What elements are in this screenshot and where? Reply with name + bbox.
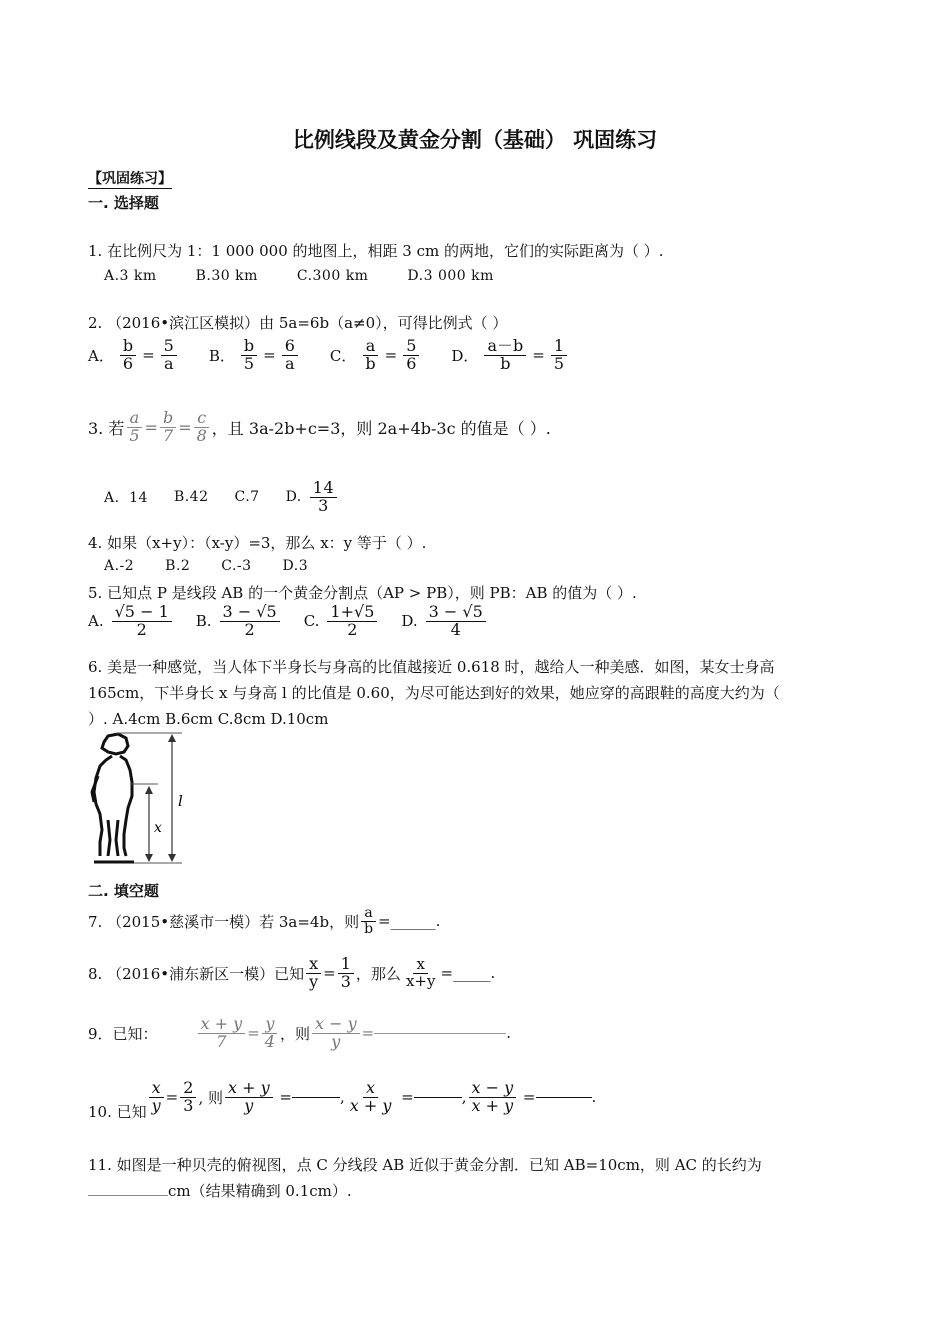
fraction-numerator: x + y <box>198 1016 246 1034</box>
q4-option-d: D.3 <box>282 558 309 574</box>
q1-option-a: A.3 km <box>104 268 157 284</box>
fraction-denominator: 4 <box>450 619 461 639</box>
fraction-numerator: x <box>306 956 321 974</box>
q11-text: cm（结果精确到 0.1cm）. <box>168 1182 352 1200</box>
q11-answer-blank <box>88 1195 168 1196</box>
q10-prefix: 10. 已知 <box>88 1102 147 1121</box>
fraction-numerator: b <box>160 410 176 428</box>
q3-option-b: B.42 <box>173 489 209 506</box>
question-4: 4. 如果（x+y）：（x-y）=3，那么 x：y 等于（ ）. <box>88 534 427 552</box>
q3-prefix: 3. 若 <box>88 418 125 438</box>
fraction-denominator: 3 <box>318 495 329 515</box>
question-2: 2. （2016•滨江区模拟）由 5a=6b（a≠0），可得比例式（ ） <box>88 314 508 332</box>
fraction-denominator: y <box>331 1031 341 1051</box>
q3-option-c: C.7 <box>234 489 260 506</box>
question-9: 9．已知： $\frac{x + y}{7}$ = $\frac{y}{4}$ ，则 $\frac{x - y}{y}$ = . <box>88 1014 511 1051</box>
q2-option-a-label: A． <box>88 346 114 365</box>
q5-option-a-label: A. <box>88 612 104 631</box>
fraction-numerator: √5 − 1 <box>112 604 172 622</box>
q9-end: . <box>506 1024 511 1043</box>
q2-option-b-label: B． <box>208 346 235 365</box>
q9-answer-blank <box>374 1033 506 1034</box>
fraction-denominator: 4 <box>264 1031 275 1051</box>
fraction-denominator: y <box>244 1095 254 1115</box>
q9-mid: ，则 <box>279 1024 310 1043</box>
q3-option-a: A．14 <box>104 490 148 507</box>
q3-option-d: D. <box>285 489 302 506</box>
fraction-denominator: y <box>151 1095 161 1115</box>
q1-option-b: B.30 km <box>195 268 258 284</box>
q8-answer-blank: =_____. <box>440 964 496 983</box>
q2-option-c-label: C． <box>329 346 357 365</box>
fraction-denominator: 7 <box>162 425 174 445</box>
fraction-denominator: 8 <box>196 425 207 445</box>
fraction-denominator: x+y <box>405 971 436 990</box>
question-1-options <box>104 268 528 284</box>
q7-answer-blank: =______. <box>378 912 441 931</box>
question-11-line-1: 11. 如图是一种贝壳的俯视图，点 C 分线段 AB 近似于黄金分割．已知 AB=10cm，则 AC 的长约为 <box>88 1156 762 1174</box>
fraction-denominator: b <box>364 920 374 937</box>
fraction-numerator: 5 <box>161 338 177 356</box>
q8-mid: ，那么 <box>355 964 401 983</box>
fraction-denominator: x + y <box>349 1095 392 1115</box>
fraction-denominator: 5 <box>553 353 564 373</box>
q4-option-b: B.2 <box>165 558 191 574</box>
fraction-numerator: x <box>149 1080 164 1098</box>
fraction-numerator: 5 <box>403 338 419 356</box>
question-6-line-1: 6. 美是一种感觉，当人体下半身长与身高的比值越接近 0.618 时，越给人一种美感．如图，某女士身高 <box>88 658 775 676</box>
fraction-numerator: c <box>194 410 209 428</box>
section-choice-heading: 一. 选择题 <box>88 194 159 212</box>
fraction-numerator: x − y <box>312 1016 360 1034</box>
q5-option-d-label: D. <box>401 612 418 631</box>
fraction-numerator: y <box>262 1016 277 1034</box>
q5-option-b-label: B. <box>195 612 212 631</box>
question-11-line-2 <box>88 1180 352 1201</box>
fraction-numerator: 6 <box>282 338 298 356</box>
fraction-denominator: b <box>500 353 511 373</box>
fraction-denominator: y <box>309 971 319 991</box>
fraction-numerator: 1+√5 <box>327 604 377 622</box>
fraction-numerator: 14 <box>310 480 337 498</box>
q4-option-a: A.-2 <box>104 558 135 574</box>
fraction-numerator: a <box>361 906 375 922</box>
fraction-numerator: 1 <box>338 956 354 974</box>
fraction-denominator: 2 <box>136 619 147 639</box>
fraction-denominator: 7 <box>216 1031 227 1051</box>
q9-prefix: 9．已知： <box>88 1024 158 1043</box>
fraction-denominator: a <box>163 353 174 373</box>
q10-end: . <box>591 1088 597 1107</box>
question-6-line-2: 165cm，下半身长 x 与身高 l 的比值是 0.60，为尽可能达到好的效果，她应穿的高跟鞋的高度大约为（ <box>88 684 780 702</box>
fraction-denominator: x + y <box>471 1095 514 1115</box>
question-5: 5. 已知点 P 是线段 AB 的一个黄金分割点（AP > PB），则 PB：AB 的值为（ ）. <box>88 584 637 602</box>
fraction-numerator: a <box>127 410 143 428</box>
q2-option-d-label: D． <box>451 346 479 365</box>
figure-label-l: l <box>178 792 183 810</box>
question-1: 1. 在比例尺为 1：1 000 000 的地图上，相距 3 cm 的两地，它们的实际距离为（ ）. <box>88 242 664 260</box>
question-6-line-3: ）. A.4cm B.6cm C.8cm D.10cm <box>88 710 329 728</box>
fraction-denominator: 3 <box>340 971 351 991</box>
question-3-options <box>104 480 405 515</box>
q3-suffix: ，且 3a-2b+c=3，则 2a+4b-3c 的值是（ ）. <box>211 418 551 438</box>
fraction-numerator: b <box>120 338 136 356</box>
q1-option-d: D.3 000 km <box>407 268 494 284</box>
woman-height-figure <box>86 730 206 868</box>
question-2-options: A． $\frac{b}{6}$ = $\frac{5}{a}$ B． $\frac{b}{5}$ = $\frac{6}{a}$ C． $\frac{a}{b}$ = $\frac{5}{6}$ D． $\frac{a-b}{b}$ = $\frac{1}{5}$ <box>88 338 569 373</box>
fraction-numerator: 1 <box>551 338 567 356</box>
section-tag: 【巩固练习】 <box>88 168 172 189</box>
section-fill-heading: 二. 填空题 <box>88 882 159 900</box>
fraction-denominator: 2 <box>244 619 255 639</box>
fraction-numerator: x − y <box>469 1080 517 1098</box>
fraction-denominator: b <box>365 353 376 373</box>
fraction-numerator: 3 − √5 <box>426 604 486 622</box>
figure-label-x: x <box>154 820 162 836</box>
fraction-numerator: a <box>363 338 379 356</box>
question-8: 8. （2016•浦东新区一模）已知 $\frac{x}{y}$ = $\frac{1}{3}$ ，那么 $\frac{x}{x+y}$ =_____. <box>88 954 496 991</box>
question-10: 10. 已知 $\frac{x}{y}$ = $\frac{2}{3}$ , 则 $\frac{x + y}{y}$ = , $\frac{x}{x + y}$ = , $\frac{x - y}{x + y}$ = . <box>88 1078 597 1121</box>
fraction-denominator: a <box>285 353 295 373</box>
fraction-numerator: x <box>413 957 427 974</box>
q10-blank-2 <box>414 1097 462 1098</box>
q10-blank-1 <box>292 1097 340 1098</box>
fraction-denominator: 3 <box>183 1095 194 1115</box>
q10-blank-3 <box>536 1097 592 1098</box>
q5-option-c-label: C. <box>303 612 320 631</box>
fraction-denominator: 5 <box>129 425 140 445</box>
fraction-denominator: 6 <box>122 353 134 373</box>
fraction-numerator: x + y <box>225 1080 273 1098</box>
q1-option-c: C.300 km <box>296 268 369 284</box>
fraction-denominator: 5 <box>243 353 255 373</box>
fraction-numerator: a－b <box>484 338 526 356</box>
question-7 <box>88 906 440 936</box>
q4-option-c: C.-3 <box>221 558 252 574</box>
question-4-options <box>104 558 342 574</box>
fraction-numerator: 2 <box>180 1080 196 1098</box>
question-3: 3. 若 $\frac{a}{5}$ = $\frac{b}{7}$ = $\frac{c}{8}$ ，且 3a-2b+c=3，则 2a+4b-3c 的值是（ ）. <box>88 408 551 445</box>
q8-text: 8. （2016•浦东新区一模）已知 <box>88 964 305 983</box>
q7-text: 7. （2015•慈溪市一模）若 3a=4b，则 <box>88 912 360 931</box>
fraction-denominator: 2 <box>347 619 358 639</box>
woman-silhouette <box>92 734 132 856</box>
fraction-numerator: x <box>363 1080 378 1098</box>
q10-mid: , 则 <box>198 1088 223 1107</box>
question-5-options <box>88 604 488 639</box>
page-title: 比例线段及黄金分割（基础） 巩固练习 <box>292 128 658 152</box>
fraction-numerator: 3 − √5 <box>220 604 280 622</box>
fraction-numerator: b <box>241 338 257 356</box>
fraction-denominator: 6 <box>406 353 417 373</box>
